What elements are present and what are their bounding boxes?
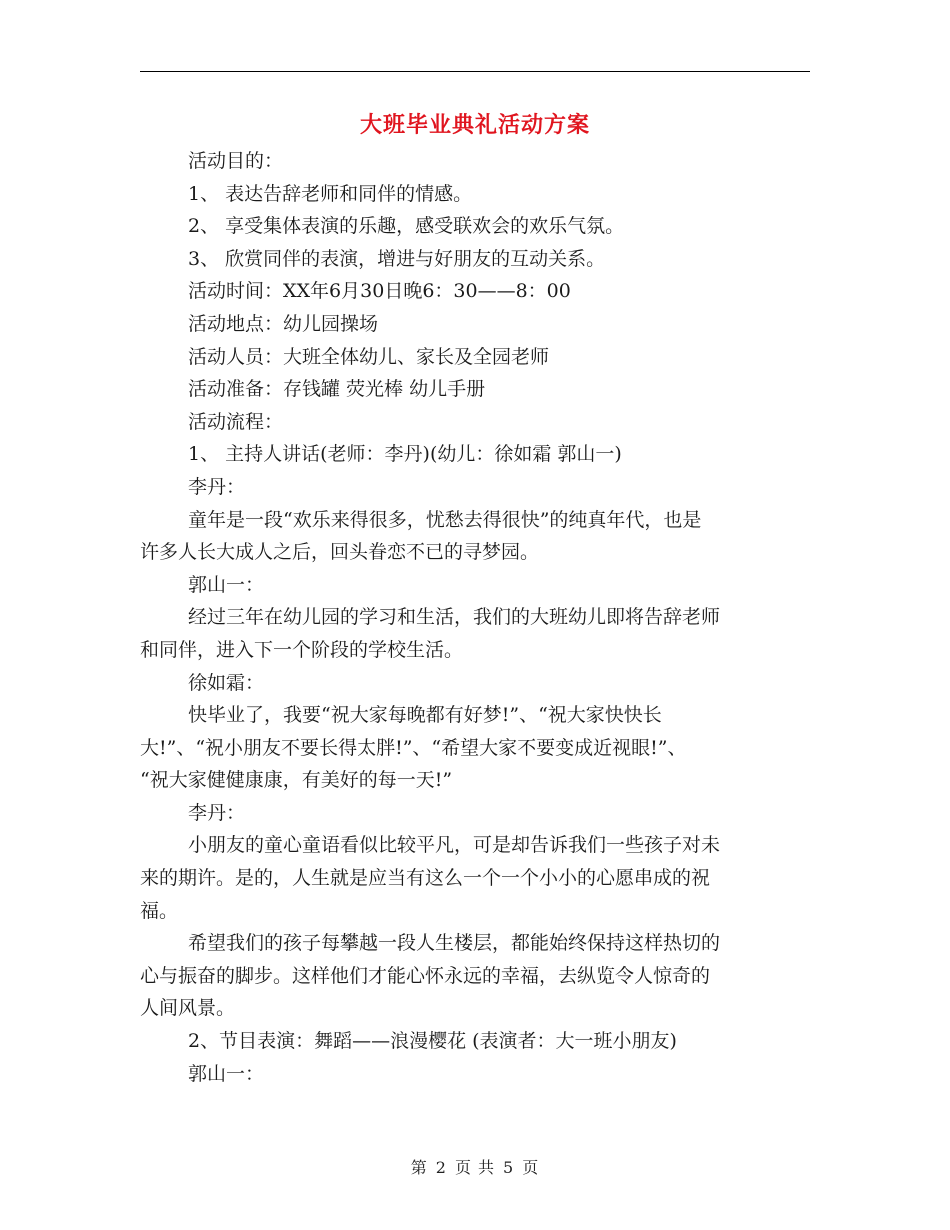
page-suffix: 页 (522, 1158, 540, 1177)
text-line: 郭山一： (188, 1062, 265, 1085)
text-line: 活动地点：幼儿园操场 (188, 312, 379, 335)
text-line: 1、 主持人讲话(老师：李丹)(幼儿：徐如霜 郭山一) (188, 443, 622, 466)
document-body (140, 145, 812, 1090)
text-line: 李丹： (188, 475, 246, 498)
text-line: 2、节目表演：舞蹈——浪漫樱花 (表演者：大一班小朋友) (188, 1030, 677, 1053)
text-line: 李丹： (188, 801, 246, 824)
text-line: 人间风景。 (140, 997, 236, 1020)
text-line: 希望我们的孩子每攀越一段人生楼层，都能始终保持这样热切的 (188, 932, 721, 955)
page-mid: 页 共 (454, 1158, 496, 1177)
text-line: “祝大家健健康康，有美好的每一天!” (140, 769, 453, 792)
page-total: 5 (503, 1158, 515, 1177)
text-line: 2、 享受集体表演的乐趣，感受联欢会的欢乐气氛。 (188, 215, 625, 238)
text-line: 经过三年在幼儿园的学习和生活，我们的大班幼儿即将告辞老师 (188, 606, 721, 629)
page-footer (0, 1155, 950, 1178)
header-rule (140, 71, 810, 72)
text-line: 活动时间：XX年6月30日晚6：30——8：00 (188, 280, 571, 303)
text-line: 和同伴，进入下一个阶段的学校生活。 (140, 638, 464, 661)
text-line: 来的期许。是的，人生就是应当有这么一个一个小小的心愿串成的祝 (140, 867, 711, 890)
text-line: 心与振奋的脚步。这样他们才能心怀永远的幸福，去纵览令人惊奇的 (140, 964, 711, 987)
text-line: 活动人员：大班全体幼儿、家长及全园老师 (188, 345, 550, 368)
text-line: 大!”、“祝小朋友不要长得太胖!”、“希望大家不要变成近视眼!”、 (140, 736, 687, 759)
text-line: 快毕业了，我要“祝大家每晚都有好梦!”、“祝大家快快长 (188, 704, 662, 727)
text-line: 1、 表达告辞老师和同伴的情感。 (188, 182, 473, 205)
text-line: 3、 欣赏同伴的表演，增进与好朋友的互动关系。 (188, 247, 606, 270)
text-line: 小朋友的童心童语看似比较平凡，可是却告诉我们一些孩子对未 (188, 834, 721, 857)
page-current: 2 (435, 1158, 447, 1177)
document-title: 大班毕业典礼活动方案 (359, 112, 590, 138)
text-line: 福。 (140, 899, 179, 922)
text-line: 许多人长大成人之后，回头眷恋不已的寻梦园。 (140, 541, 540, 564)
text-line: 活动流程： (188, 410, 284, 433)
text-line: 活动目的： (188, 150, 284, 172)
text-line: 活动准备：存钱罐 荧光棒 幼儿手册 (188, 378, 486, 401)
text-line: 郭山一： (188, 573, 265, 596)
text-line: 童年是一段“欢乐来得很多，忧愁去得很快”的纯真年代，也是 (188, 508, 702, 531)
text-line: 徐如霜： (188, 671, 265, 694)
page-prefix: 第 (410, 1158, 428, 1177)
